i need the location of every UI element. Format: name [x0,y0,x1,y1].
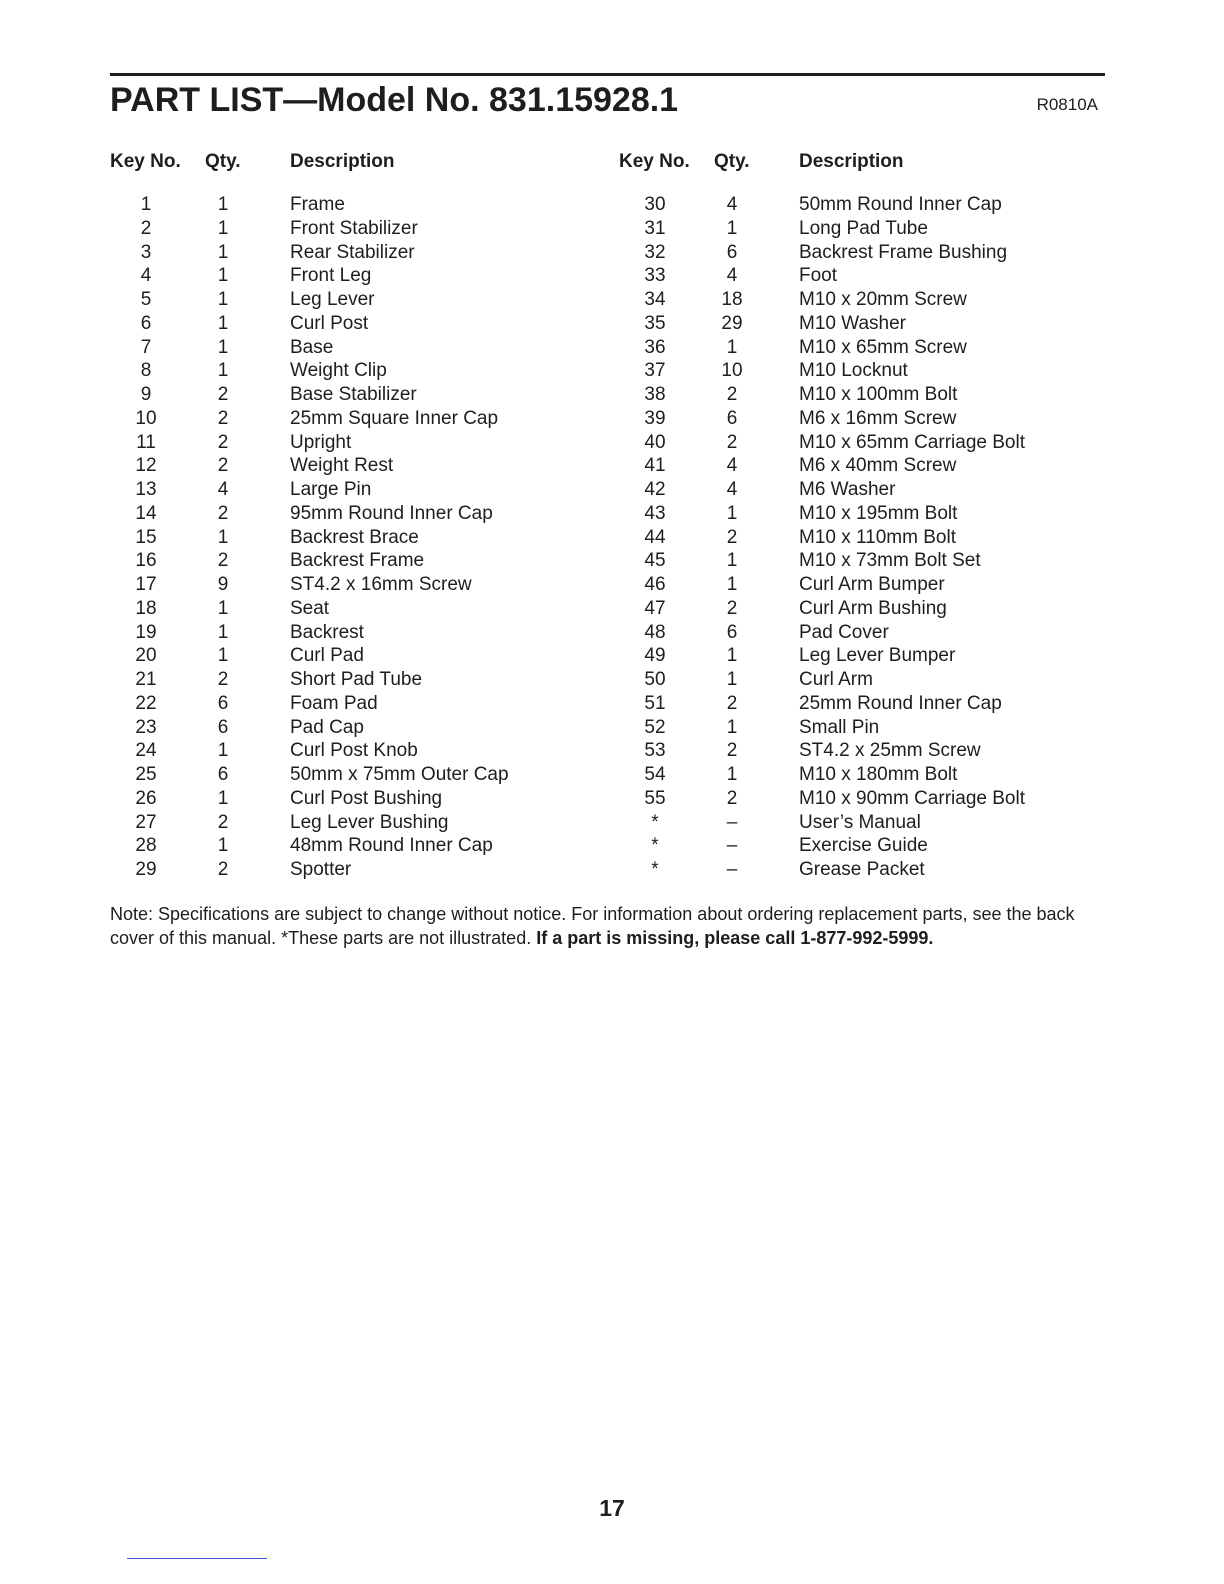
description-cell: Base Stabilizer [290,384,417,405]
description-cell: M10 x 20mm Screw [799,289,967,310]
qty-cell: 1 [726,217,738,239]
key-no-cell: 31 [644,217,666,239]
key-no-cell: 46 [644,574,666,595]
page-number: 17 [599,1495,625,1521]
key-no-cell: 51 [644,692,666,714]
key-no-cell: 33 [644,265,666,287]
description-cell: Upright [290,431,352,453]
description-cell: M10 x 65mm Screw [799,336,967,358]
qty-cell: 1 [726,669,738,690]
description-cell: M10 Washer [799,312,906,334]
key-no-cell: 19 [135,621,157,643]
description-cell: Base [290,336,334,358]
key-no-cell: 35 [644,312,666,334]
description-cell: Pad Cover [799,621,889,643]
key-no-cell: 10 [135,407,157,429]
qty-cell: 2 [217,859,229,880]
key-no-cell: 14 [135,502,157,524]
key-no-cell: * [651,811,659,833]
key-no-cell: 11 [136,431,156,453]
description-cell: ST4.2 x 16mm Screw [290,574,472,595]
qty-cell: 29 [721,312,743,334]
footer-line [127,1558,267,1559]
qty-cell: 1 [726,645,738,667]
key-no-cell: 49 [644,645,666,667]
key-no-cell: 42 [644,479,666,500]
key-no-cell: 2 [140,217,152,239]
qty-cell: 2 [726,597,738,619]
description-cell: Backrest Frame Bushing [799,241,1008,263]
qty-cell: 1 [217,217,229,239]
description-cell: Weight Rest [290,455,394,477]
key-no-cell: 48 [644,621,666,643]
key-no-cell: 7 [140,336,152,358]
key-no-cell: 12 [135,455,157,477]
key-no-cell: 43 [644,502,666,524]
qty-cell: 1 [726,550,738,572]
description-cell: Spotter [290,859,352,880]
description-cell: Foam Pad [290,692,378,714]
qty-cell: 9 [217,574,229,595]
description-cell: Curl Post Knob [290,740,418,762]
key-no-cell: 13 [135,479,157,500]
description-cell: 50mm x 75mm Outer Cap [290,764,509,785]
key-no-cell: 17 [135,574,157,595]
key-no-cell: 47 [644,597,666,619]
description-cell: Curl Post Bushing [290,787,443,809]
description-cell: Backrest Brace [290,526,419,548]
qty-header: Qty. [205,151,241,172]
description-cell: Weight Clip [290,360,387,382]
description-cell: Front Leg [290,265,372,287]
qty-cell: 4 [726,455,738,477]
description-cell: 25mm Round Inner Cap [799,692,1002,714]
key-no-cell: 22 [135,692,157,714]
qty-cell: 1 [217,265,229,287]
key-no-cell: 25 [135,764,157,785]
key-no-cell: 38 [644,384,666,405]
qty-cell: 2 [217,431,229,453]
description-cell: Pad Cap [290,716,364,738]
key-no-header: Key No. [619,151,690,172]
qty-cell: 1 [726,502,738,524]
description-cell: Backrest Frame [290,550,425,572]
qty-cell: 1 [217,740,229,762]
document-code: R0810A [1036,95,1098,114]
key-no-cell: 15 [135,526,157,548]
description-cell: Foot [799,265,838,287]
qty-cell: 1 [217,526,229,548]
key-no-cell: 50 [644,669,666,690]
key-no-cell: 8 [140,360,152,382]
description-cell: 48mm Round Inner Cap [290,835,493,857]
qty-cell: 2 [726,431,738,453]
qty-cell: 1 [217,194,229,215]
missing-part-callout: If a part is missing, please call 1-877-992-5999. [536,928,934,948]
key-no-cell: 4 [140,265,152,287]
qty-cell: 18 [721,289,743,310]
qty-cell: 1 [217,835,229,857]
qty-header: Qty. [714,151,750,172]
key-no-cell: 23 [135,716,157,738]
key-no-cell: 32 [644,241,666,263]
qty-cell: 2 [217,502,229,524]
note-text: Note: Specifications are subject to change without notice. For information about ordering replacement parts, see the back cover of this manual. *These parts are not illustrated. [110,904,1075,948]
key-no-cell: 16 [135,550,157,572]
qty-cell: 2 [726,384,738,405]
key-no-cell: * [651,859,659,880]
key-no-cell: 37 [644,360,666,382]
description-cell: M10 x 73mm Bolt Set [799,550,981,572]
page-title: PART LIST—Model No. 831.15928.1 [110,81,679,119]
qty-cell: – [726,811,738,833]
key-no-cell: 30 [644,194,666,215]
qty-cell: 1 [726,574,738,595]
key-no-cell: 5 [140,289,152,310]
description-cell: M10 x 195mm Bolt [799,502,958,524]
description-cell: 25mm Square Inner Cap [290,407,499,429]
description-cell: User’s Manual [799,811,921,833]
description-cell: Leg Lever Bumper [799,645,956,667]
description-cell: M10 x 100mm Bolt [799,384,958,405]
qty-cell: 1 [217,787,229,809]
description-cell: M10 x 90mm Carriage Bolt [799,787,1025,809]
description-cell: M10 x 180mm Bolt [799,764,958,785]
qty-cell: 1 [217,597,229,619]
key-no-cell: 20 [135,645,157,667]
qty-cell: 4 [726,265,738,287]
key-no-cell: 29 [135,859,157,880]
key-no-cell: 27 [135,811,157,833]
key-no-cell: 34 [644,289,666,310]
description-cell: 50mm Round Inner Cap [799,194,1002,215]
qty-cell: 1 [217,645,229,667]
qty-cell: 2 [217,407,229,429]
key-no-cell: * [651,835,659,857]
qty-cell: 10 [721,360,743,382]
key-no-cell: 40 [644,431,666,453]
key-no-cell: 36 [644,336,666,358]
description-cell: Grease Packet [799,859,925,880]
qty-cell: 2 [217,550,229,572]
qty-cell: 6 [726,241,738,263]
qty-cell: 1 [217,360,229,382]
description-cell: M6 x 16mm Screw [799,407,957,429]
qty-cell: 1 [726,716,738,738]
qty-cell: 6 [726,621,738,643]
qty-cell: 2 [726,787,738,809]
qty-cell: 1 [726,764,738,785]
qty-cell: 2 [726,692,738,714]
qty-cell: 4 [217,479,229,500]
qty-cell: 2 [217,811,229,833]
description-cell: Large Pin [290,479,372,500]
qty-cell: 1 [217,312,229,334]
key-no-cell: 26 [135,787,157,809]
key-no-cell: 1 [140,194,152,215]
description-cell: 95mm Round Inner Cap [290,502,493,524]
description-cell: M10 Locknut [799,360,908,382]
key-no-cell: 41 [644,455,666,477]
key-no-cell: 28 [135,835,157,857]
key-no-cell: 53 [644,740,666,762]
description-cell: Curl Post [290,312,369,334]
qty-cell: 2 [217,455,229,477]
description-cell: Curl Arm Bumper [799,574,945,595]
qty-cell: 2 [726,740,738,762]
key-no-cell: 6 [140,312,152,334]
key-no-cell: 21 [135,669,157,690]
qty-cell: 4 [726,194,738,215]
key-no-cell: 39 [644,407,666,429]
description-cell: Small Pin [799,716,880,738]
description-cell: Rear Stabilizer [290,241,415,263]
qty-cell: 1 [217,241,229,263]
key-no-cell: 52 [644,716,666,738]
key-no-cell: 54 [644,764,666,785]
description-cell: ST4.2 x 25mm Screw [799,740,981,762]
qty-cell: 1 [217,336,229,358]
qty-cell: 4 [726,479,738,500]
description-cell: Frame [290,194,345,215]
description-header: Description [290,151,395,172]
description-header: Description [799,151,904,172]
title-rule [110,73,1105,76]
description-cell: Exercise Guide [799,835,928,857]
key-no-cell: 18 [135,597,157,619]
description-cell: Curl Pad [290,645,364,667]
key-no-cell: 55 [644,787,666,809]
description-cell: Seat [290,597,330,619]
description-cell: Leg Lever Bushing [290,811,449,833]
description-cell: Front Stabilizer [290,217,418,239]
key-no-cell: 44 [644,526,666,548]
description-cell: Curl Arm Bushing [799,597,947,619]
qty-cell: 1 [726,336,738,358]
description-cell: Leg Lever [290,289,375,310]
qty-cell: 1 [217,621,229,643]
qty-cell: 6 [217,764,229,785]
description-cell: Backrest [290,621,364,643]
key-no-cell: 24 [135,740,157,762]
key-no-cell: 45 [644,550,666,572]
description-cell: M10 x 65mm Carriage Bolt [799,431,1025,453]
qty-cell: – [726,859,738,880]
description-cell: Curl Arm [799,669,873,690]
qty-cell: 1 [217,289,229,310]
key-no-cell: 9 [140,384,152,405]
qty-cell: – [726,835,738,857]
qty-cell: 2 [217,669,229,690]
key-no-header: Key No. [110,151,181,172]
key-no-cell: 3 [140,241,152,263]
description-cell: Short Pad Tube [290,669,423,690]
note-paragraph [110,902,1110,950]
qty-cell: 6 [217,692,229,714]
description-cell: M6 Washer [799,479,896,500]
qty-cell: 6 [217,716,229,738]
qty-cell: 6 [726,407,738,429]
qty-cell: 2 [217,384,229,405]
description-cell: M6 x 40mm Screw [799,455,957,477]
description-cell: Long Pad Tube [799,217,928,239]
description-cell: M10 x 110mm Bolt [799,526,956,548]
qty-cell: 2 [726,526,738,548]
